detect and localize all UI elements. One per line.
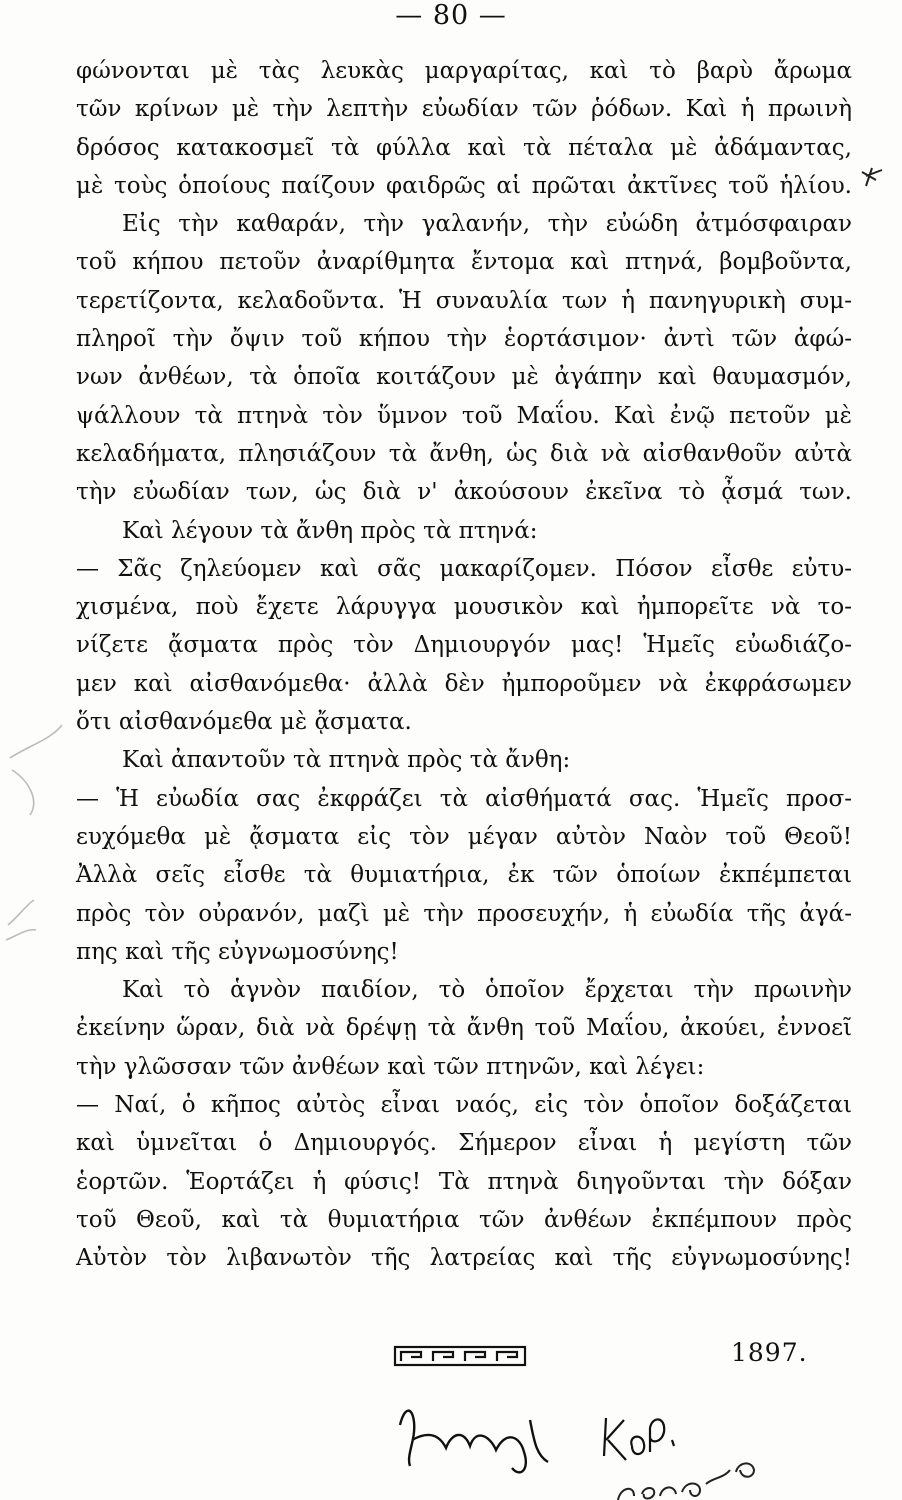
text-line: τῶν κρίνων μὲ τὴν λεπτὴν εὐωδίαν τῶν ῥόδων. Καὶ ἡ πρωινὴ: [76, 96, 852, 123]
text-line: ευχόμεθα μὲ ᾄσματα εἰς τὸν μέγαν αὐτὸν Ναὸν τοῦ Θεοῦ!: [76, 823, 852, 850]
page-number: — 80 —: [395, 0, 507, 31]
text-line: τὴν εὐωδίαν των, ὡς διὰ ν' ἀκούσουν ἐκεῖνα τὸ ᾆσμά των.: [76, 479, 852, 506]
text-line: τὴν γλῶσσαν τῶν ἀνθέων καὶ τῶν πτηνῶν, καὶ λέγει:: [76, 1053, 705, 1080]
text-line: — Ἡ εὐωδία σας ἐκφράζει τὰ αἰσθήματά σας. Ἡμεῖς προσ-: [76, 785, 852, 812]
text-line: τερετίζοντα, κελαδοῦντα. Ἡ συναυλία των ἡ πανηγυρικὴ συμ-: [76, 287, 852, 314]
text-line: Καὶ λέγουν τὰ ἄνθη πρὸς τὰ πτηνά:: [122, 517, 538, 544]
text-line: φώνονται μὲ τὰς λευκὰς μαργαρίτας, καὶ τὸ βαρὺ ἄρωμα: [76, 58, 852, 84]
text-line: ψάλλουν τὰ πτηνὰ τὸν ὕμνον τοῦ Μαΐου. Καὶ ἐνῷ πετοῦν μὲ: [76, 402, 852, 429]
text-line: Καὶ ἀπαντοῦν τὰ πτηνὰ πρὸς τὰ ἄνθη:: [122, 747, 571, 774]
text-line: Αὐτὸν τὸν λιβανωτὸν τῆς λατρείας καὶ τῆς εὐγνωμοσύνης!: [76, 1245, 852, 1272]
text-line: πης καὶ τῆς εὐγνωμοσύνης!: [76, 938, 399, 965]
text-line: χισμένα, ποὺ ἔχετε λάρυγγα μουσικὸν καὶ ἠμπορεῖτε νὰ το-: [76, 594, 852, 621]
text-line: Καὶ τὸ ἁγνὸν παιδίον, τὸ ὁποῖον ἔρχεται τὴν πρωινὴν: [122, 977, 852, 1004]
text-line: πρὸς τὸν οὐρανόν, μαζὶ μὲ τὴν προσευχήν, ἡ εὐωδία τῆς ἀγά-: [76, 900, 852, 927]
text-line: — Ναί, ὁ κῆπος αὐτὸς εἶναι ναός, εἰς τὸν ὁποῖον δοξάζεται: [76, 1092, 852, 1119]
body-text: [76, 52, 852, 1278]
text-line: Ἀλλὰ σεῖς εἶσθε τὰ θυμιατήρια, ἐκ τῶν ὁποίων ἐκπέμπεται: [76, 862, 852, 889]
ornament-divider: [393, 1343, 531, 1369]
text-line: Εἰς τὴν καθαράν, τὴν γαλανήν, τὴν εὐώδη ἀτμόσφαιραν: [122, 211, 852, 238]
text-line: πληροῖ τὴν ὄψιν τοῦ κήπου τὴν ἑορτάσιμον· ἀντὶ τῶν ἀφώ-: [76, 326, 852, 353]
text-line: καὶ ὑμνεῖται ὁ Δημιουργός. Σήμερον εἶναι ἡ μεγίστη τῶν: [76, 1130, 852, 1157]
year: 1897.: [731, 1338, 808, 1367]
text-line: κελαδήματα, πλησιάζουν τὰ ἄνθη, ὡς διὰ νὰ αἰσθανθοῦν αὐτὰ: [76, 440, 852, 467]
text-line: μεν καὶ αἰσθανόμεθα· ἀλλὰ δὲν ἠμποροῦμεν νὰ ἐκφράσωμεν: [76, 670, 852, 697]
text-line: τοῦ κήπου πετοῦν ἀναρίθμητα ἔντομα καὶ πτηνά, βομβοῦντα,: [76, 249, 852, 276]
text-line: — Σᾶς ζηλεύομεν καὶ σᾶς μακαρίζομεν. Πόσον εἶσθε εὐτυ-: [76, 555, 852, 582]
text-line: τοῦ Θεοῦ, καὶ τὰ θυμιατήρια τῶν ἀνθέων ἐκπέμπουν πρὸς: [76, 1206, 852, 1233]
text-line: ἑορτῶν. Ἑορτάζει ἡ φύσις! Τὰ πτηνὰ διηγοῦνται τὴν δόξαν: [76, 1168, 852, 1195]
text-line: ἐκείνην ὥραν, διὰ νὰ δρέψῃ τὰ ἄνθη τοῦ Μαΐου, ἀκούει, ἐννοεῖ: [76, 1015, 852, 1042]
text-line: δρόσος κατακοσμεῖ τὰ φύλλα καὶ τὰ πέταλα μὲ ἀδάμαντας,: [76, 134, 852, 161]
text-line: νίζετε ᾄσματα πρὸς τὸν Δημιουργόν μας! Ἡμεῖς εὐωδιάζο-: [76, 632, 852, 659]
text-line: μὲ τοὺς ὁποίους παίζουν φαιδρῶς αἱ πρῶται ἀκτῖνες τοῦ ἡλίου.: [76, 172, 852, 199]
text-line: νων ἀνθέων, τὰ ὁποῖα κοιτάζουν μὲ ἀγάπην καὶ θαυμασμόν,: [76, 364, 852, 391]
text-line: ὅτι αἰσθανόμεθα μὲ ᾄσματα.: [76, 709, 412, 736]
